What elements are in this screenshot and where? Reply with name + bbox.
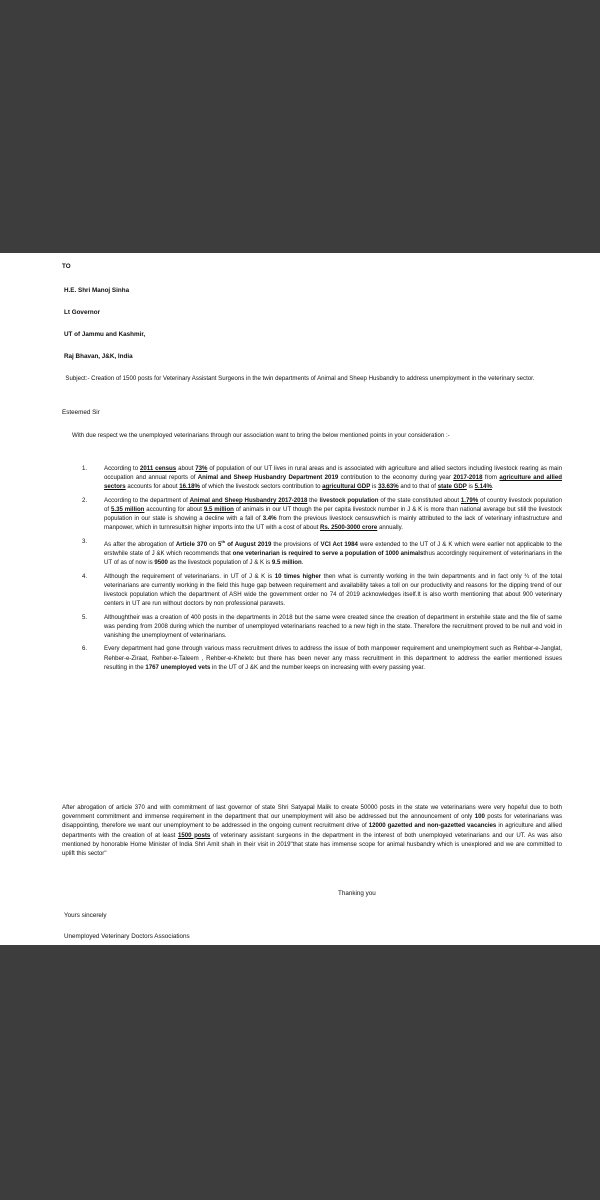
point-number: 5. [82, 613, 88, 621]
point-item [62, 613, 562, 641]
point-text: As after the abrogation of Article 370 on 5th of August 2019 the provisions of VCI Act 1984 were extended to the UT of J & K which were earlier not applicable to the erstwhile state of J &K which recommends that one veterinarian is required to serve a population of 1000 animalsthus accordingly requirement of veterinarians in the UT of as of now is 9500 as the livestock population of J & K is 9.5 million. [104, 538, 563, 567]
point-item [62, 496, 562, 533]
closing-paragraph: After abrogation of article 370 and with commitment of last governor of state Shri Satyapal Malik to create 50000 posts in the state we veterinarians were very hopeful due to both government commitment and immense requirement in the department that our unemployment will also be addressed but the announcement of only 100 posts for veterinarians was disappointing, therefore we want our unemployment to be addressed in the ongoing current recruitment drive of 12000 gazetted and non-gazetted vacancies in agriculture and allied departments with the creation of at least 1500 posts of veterinary assistant surgeons in the department in the interest of both unemployed veterinarians and our UT. As was also mentioned by honorable Home Minister of India Shri Amit shah in their visit in 2019"that state has immense scope for animal husbandry which is unexplored and we are committed to uplift this sector" [62, 804, 562, 858]
point-item [62, 537, 562, 568]
addressee-name: H.E. Shri Manoj Sinha [64, 287, 130, 294]
points-list [62, 464, 562, 676]
point-number: 3. [82, 537, 88, 545]
point-number: 2. [82, 496, 88, 504]
point-text: According to 2011 census about 73% of population of our UT lives in rural areas and is associated with agriculture and allied sectors including livestock rearing as main occupation and annual reports of Animal and Sheep Husbandry Department 2019 contribution to the economy during year 2017-2018 from agriculture and allied sectors accounts for about 16.18% of which the livestock sectors contribution to agricultural GDP is 33.63% and to that of state GDP is 5.14%. [104, 465, 563, 491]
subject-line: Subject:- Creation of 1500 posts for Veterinary Assistant Surgeons in the twin departments of Animal and Sheep Husbandry to address unemployment in the veterinary sector. [65, 375, 535, 382]
point-text: Although the requirement of veterinarians. in UT of J & K is 10 times higher then what is currently working in the twin departments and in fact only ¾ of the total veterinarians are currently working in the field this huge gap between requirement and availability takes a toll on our productivity and reasons for the dipping trend of our livestock population which the department of ASH wide the government order no 74 of 2019 acknowledges itself.It is also worth mentioning that about 900 veterinary centers in UT are run without doctors by non professional paravets. [104, 572, 562, 608]
point-item [62, 572, 562, 609]
point-text: Every department had gone through various mass recruitment drives to address the issue of both manpower requirement and unemployment such as Rehbar-e-Janglat, Rehber-e-Ziraat, Rehber-e-Taleem , Rehber-e-Kheletc but there has been never any mass recruitment in this department to address the earlier mentioned issues resulting in the 1767 unemployed vets in the UT of J &K and the number keeps on increasing with every passing year. [104, 645, 562, 671]
letter-page [0, 253, 600, 945]
addressee-title: Lt Governor [64, 309, 101, 316]
point-item [62, 464, 562, 492]
point-text: According to the department of Animal and Sheep Husbandry 2017-2018 the livestock population of the state constituted about 1.79% of country livestock population of 5.35 million accounting for about 9.5 million of animals in our UT though the per capita livestock number in J & K is more than national average but still the livestock population in our state is showing a decline with a fall of 3.4% from the previous livestock censuswhich is mainly attributed to the lack of veterinary infrastructure and manpower, which in turnresultsin higher imports into the UT with a cost of about Rs. 2500-3000 crore annually. [104, 496, 562, 532]
point-number: 6. [82, 645, 88, 653]
addressee-ut: UT of Jammu and Kashmir, [64, 331, 146, 338]
point-number: 4. [82, 572, 88, 580]
to-label: TO [62, 263, 71, 270]
point-number: 1. [82, 465, 88, 472]
thanks-text: Thanking you [338, 890, 376, 897]
salutation: Esteemed Sir [62, 409, 100, 416]
addressee-place: Raj Bhavan, J&K, India [64, 353, 133, 360]
point-item [62, 644, 562, 672]
sign-off: Yours sincerely [64, 912, 107, 919]
point-text: Althoughtheir was a creation of 400 posts in the departments in 2018 but the same were created since the creation of department in erstwhile state and the file of same was pending from 2008 during which the number of unemployed veterinarians reached to a new high in the state. Therefore the recruitment proved to be null and void in vanishing the unemployment of veterinarians. [104, 613, 562, 640]
intro-paragraph: With due respect we the unemployed veterinarians through our association want to bring the below mentioned points in your consideration :- [72, 432, 450, 439]
signatory: Unemployed Veterinary Doctors Associations [64, 933, 190, 940]
